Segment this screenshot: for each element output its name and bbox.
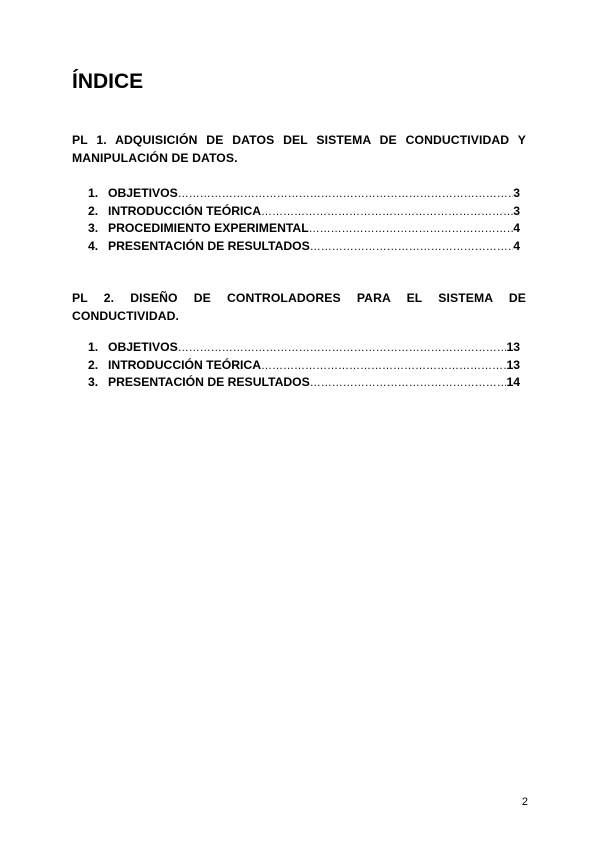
toc-entry[interactable] bbox=[88, 340, 520, 358]
toc-entry-title: OBJETIVOS bbox=[108, 186, 178, 200]
toc-entry[interactable] bbox=[88, 186, 520, 204]
toc-entry-page: 3 bbox=[513, 203, 520, 218]
toc-entry-title: PROCEDIMIENTO EXPERIMENTAL bbox=[108, 221, 309, 235]
toc-entry-page: 4 bbox=[513, 221, 520, 235]
toc-entry-title: INTRODUCCIÓN TEÓRICA bbox=[108, 357, 262, 372]
toc-list-pl2 bbox=[88, 340, 520, 393]
toc-entry[interactable] bbox=[88, 239, 520, 257]
section-heading-pl2: PL 2. DISEÑO DE CONTROLADORES PARA EL SISTEMA DE CONDUCTIVIDAD. bbox=[72, 291, 526, 323]
toc-entry-number: 2. bbox=[88, 203, 99, 218]
toc-entry-number: 3. bbox=[88, 375, 99, 389]
toc-entry-title: INTRODUCCIÓN TEÓRICA bbox=[108, 203, 262, 218]
toc-entry-number: 2. bbox=[88, 357, 99, 372]
toc-entry[interactable] bbox=[88, 221, 520, 239]
dot-leader bbox=[309, 223, 514, 235]
dot-leader bbox=[261, 360, 506, 372]
toc-entry-page: 4 bbox=[513, 238, 520, 253]
dot-leader bbox=[261, 206, 513, 218]
toc-entry-number: 1. bbox=[88, 340, 99, 354]
page-title: ÍNDICE bbox=[72, 70, 144, 93]
toc-entry-number: 4. bbox=[88, 238, 99, 253]
toc-list-pl1 bbox=[88, 186, 520, 256]
toc-entry[interactable] bbox=[88, 204, 520, 222]
toc-entry[interactable] bbox=[88, 375, 520, 393]
toc-entry-title: OBJETIVOS bbox=[108, 340, 178, 354]
page-number: 2 bbox=[521, 796, 528, 808]
dot-leader bbox=[178, 342, 507, 354]
toc-entry-title: PRESENTACIÓN DE RESULTADOS bbox=[108, 238, 310, 253]
toc-entry-number: 1. bbox=[88, 186, 99, 200]
toc-entry-page: 3 bbox=[513, 186, 520, 200]
dot-leader bbox=[178, 188, 513, 200]
section-heading-pl1: PL 1. ADQUISICIÓN DE DATOS DEL SISTEMA DE CONDUCTIVIDAD Y MANIPULACIÓN DE DATOS. bbox=[72, 133, 526, 165]
toc-entry-number: 3. bbox=[88, 221, 99, 235]
dot-leader bbox=[310, 241, 513, 253]
toc-entry-page: 13 bbox=[506, 357, 520, 372]
toc-entry[interactable] bbox=[88, 358, 520, 376]
toc-entry-page: 13 bbox=[506, 340, 520, 354]
dot-leader bbox=[310, 377, 507, 389]
toc-entry-page: 14 bbox=[506, 375, 520, 389]
toc-entry-title: PRESENTACIÓN DE RESULTADOS bbox=[108, 375, 310, 389]
